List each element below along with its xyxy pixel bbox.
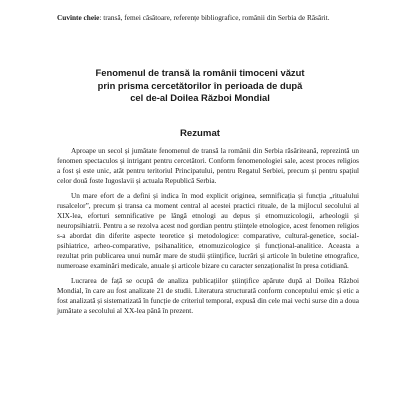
title-line-2: prin prisma cercetătorilor în perioada de după	[97, 79, 303, 91]
keywords-label: Cuvinte cheie	[57, 13, 100, 22]
abstract-paragraph-1: Aproape un secol și jumătate fenomenul de transă la românii din Serbia răsăriteană, reprezintă un fenomen spectaculos și intrigant pentru cercetători. Conform fenomenologiei sale, acest proces religios a fost și este unic, atât pentru teritoriul Principatului, pentru Regatul Serbiei, precum și pentru spațiul celor două foste Iugoslavii și actuala Republică Serbia.	[57, 147, 359, 185]
abstract-paragraph-2: Un mare efort de a defini și indica în mod explicit originea, semnificația și funcția „ritualului rusalcelor”, precum și transa ca moment central al acestei practici rituale, de la mijlocul secolului al XIX-lea, eforturi semnificative pe lângă etnologi au depus și etnomuzicologii, arheologii și neuropsihiatrii. Pentru a se rezolva acest nod gordian pentru științele etnologice, acest fenomen religios s-a abordat din diferite aspecte teoretice și metodologice: comparative, cultural-genetice, social-psihiatrice, arheo-comparative, psihanalitice, etnomuzicologice și funcțional-analitice. Aceasta a rezultat prin publicarea unui număr mare de studii științifice, lucrări și articole în buletine etnografice, numeroase examinări medicale, anuale și articole bizare cu caracter senzaționalist în presa cotidiană.	[57, 192, 359, 270]
title-line-1: Fenomenul de transă la românii timoceni văzut	[95, 67, 305, 78]
keywords-text: : transă, femei căsătoare, referențe bibliografice, românii din Serbia de Răsărit.	[99, 13, 330, 22]
abstract-paragraph-3: Lucrarea de față se ocupă de analiza publicațiilor științifice apărute după al Doilea Război Mondial, în care au fost analizate 21 de studii. Literatura structurată conform conceptului emic și etic a fost analizată și sistematizată în funcție de criteriul temporal, expusă din cele mai vechi surse din a doua jumătate a secolului al XX-lea până în prezent.	[57, 277, 359, 315]
abstract-heading: Rezumat	[180, 128, 220, 139]
title-line-3: cel de-al Doilea Război Mondial	[130, 92, 270, 103]
abstract-body	[57, 146, 359, 321]
keywords-line	[57, 13, 357, 23]
article-title	[60, 67, 340, 105]
